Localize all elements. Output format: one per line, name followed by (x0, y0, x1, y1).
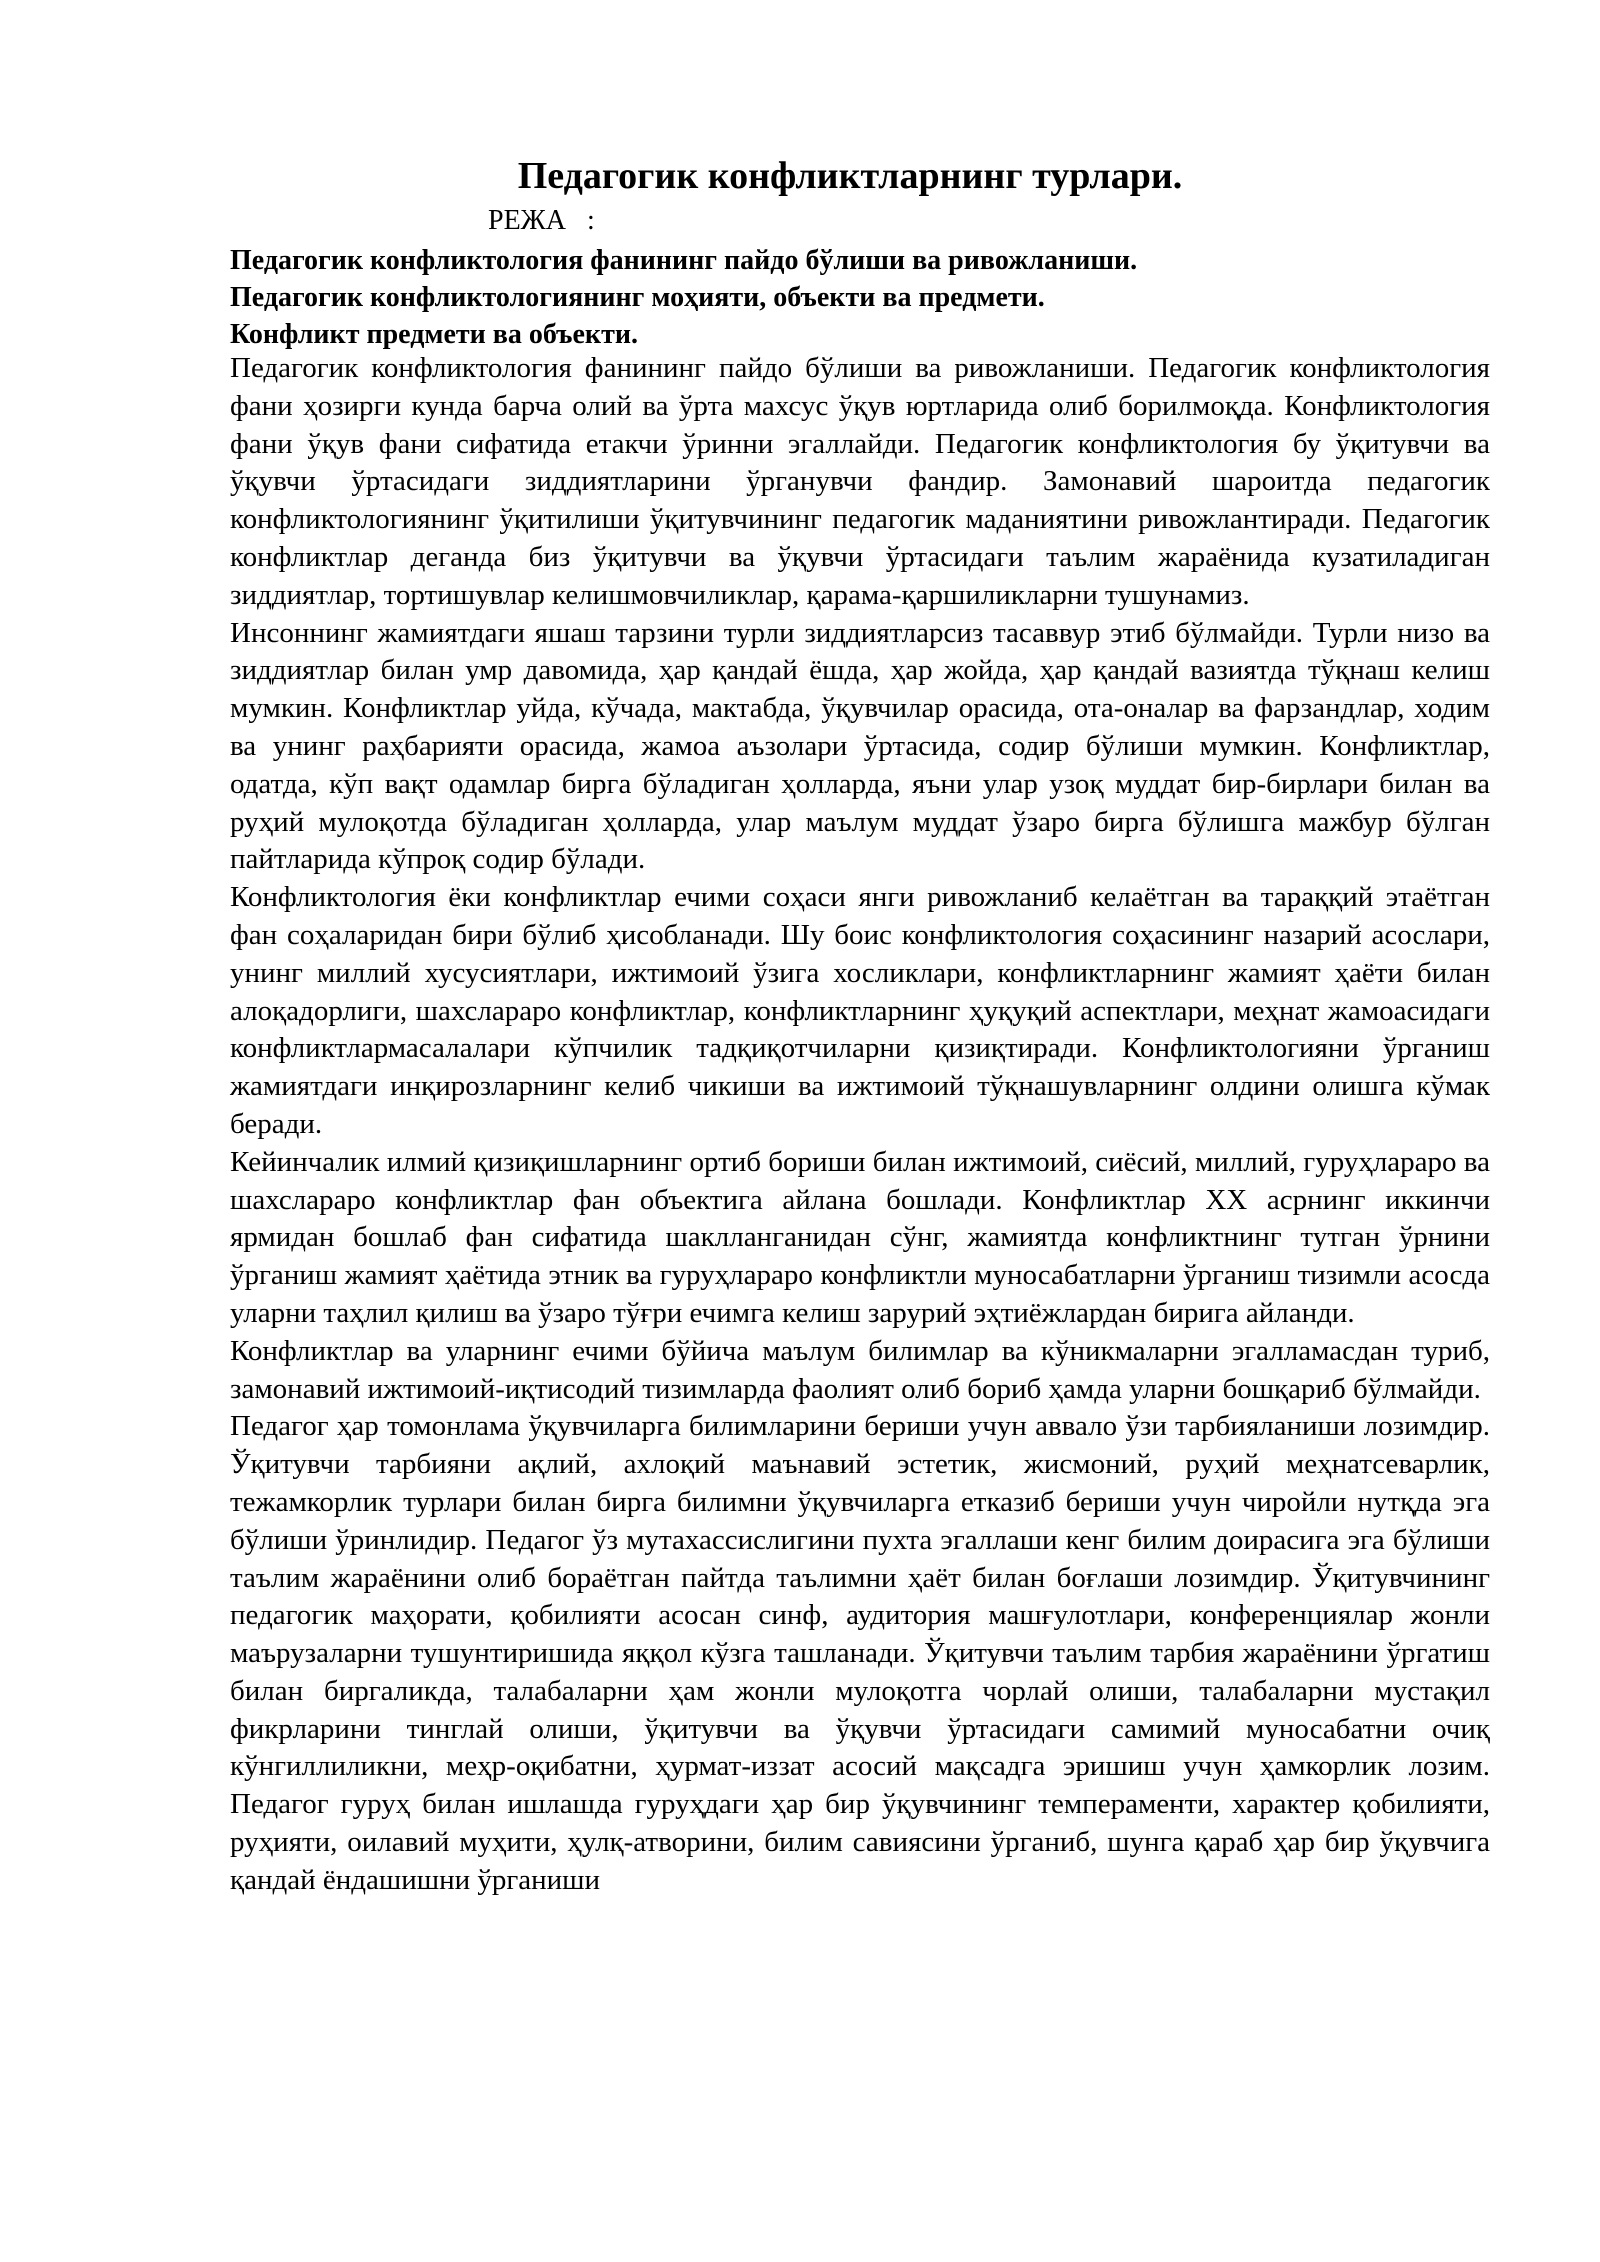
body-text (230, 350, 1490, 1900)
plan-list (230, 242, 1470, 353)
plan-item: Конфликт предмети ва объекти. (230, 319, 638, 350)
paragraph: Конфликтология ёки конфликтлар ечими соҳаси янги ривожланиб келаётган ва тараққий этаётган фан соҳаларидан бири бўлиб ҳисобланади. Шу боис конфликтология соҳасининг назарий асослари, унинг миллий хусусиятлари, ижтимоий ўзига хосликлари, конфликтларнинг жамият ҳаёти билан алоқадорлиги, шахслараро конфликтлар, конфликтларнинг ҳуқуқий аспектлари, меҳнат жамоасидаги конфликтлармасалалари кўпчилик тадқиқотчиларни қизиқтиради. Конфликтологияни ўрганиш жамиятдаги инқирозларнинг келиб чикиши ва ижтимоий тўқнашувларнинг олдини олишга кўмак беради. (230, 881, 1490, 1140)
paragraph: Конфликтлар ва уларнинг ечими бўйича маълум билимлар ва кўникмаларни эгалламасдан туриб, замонавий ижтимоий-иқтисодий тизимларда фаолият олиб бориб ҳамда уларни бошқариб бўлмайди. (230, 1334, 1490, 1405)
paragraph: Педагог ҳар томонлама ўқувчиларга билимларини бериши учун аввало ўзи тарбияланиши лозимдир. Ўқитувчи тарбияни ақлий, ахлоқий маънавий эстетик, жисмоний, руҳий меҳнатсеварлик, тежамкорлик турлари билан бирга билимни ўқувчиларга етказиб бериши учун чиройли нутқда эга бўлиши ўринлидир. Педагог ўз мутахассислигини пухта эгаллаши кенг билим доирасига эга бўлиши таълим жараёнини олиб бораётган пайтда таълимни ҳаёт билан боғлаши лозимдир. Ўқитувчининг педагогик маҳорати, қобилияти асосан синф, аудитория машғулотлари, конференциялар жонли маърузаларни тушунтиришида яққол кўзга ташланади. Ўқитувчи таълим тарбия жараёнини ўргатиш билан биргаликда, талабаларни ҳам жонли мулоқотга чорлай олиши, талабаларни мустақил фикрларини тинглай олиши, ўқитувчи ва ўқувчи ўртасидаги самимий муносабатни очиқ кўнгиллиликни, меҳр-оқибатни, ҳурмат-иззат асосий мақсадга эришиш учун ҳамкорлик лозим. Педагог гуруҳ билан ишлашда гуруҳдаги ҳар бир ўқувчининг темпераменти, характер қобилияти, руҳияти, оилавий муҳити, ҳулқ-атворини, билим савиясини ўрганиб, шунга қараб ҳар бир ўқувчига қандай ёндашишни ўрганиши (230, 1410, 1490, 1896)
plan-item: Педагогик конфликтологиянинг моҳияти, объекти ва предмети. (230, 282, 1045, 313)
plan-item: Педагогик конфликтология фанининг пайдо бўлиши ва ривожланиши. (230, 245, 1138, 276)
plan-label: РЕЖА : (488, 205, 595, 236)
document-title: Педагогик конфликтларнинг турлари. (517, 155, 1183, 197)
paragraph: Педагогик конфликтология фанининг пайдо бўлиши ва ривожланиши. Педагогик конфликтология фани ҳозирги кунда барча олий ва ўрта махсус ўқув юртларида олиб борилмоқда. Конфликтология фани ўқув фани сифатида етакчи ўринни эгаллайди. Педагогик конфликтология бу ўқитувчи ва ўқувчи ўртасидаги зиддиятларини ўрганувчи фандир. Замонавий шароитда педагогик конфликтологиянинг ўқитилиши ўқитувчининг педагогик маданиятини ривожлантиради. Педагогик конфликтлар деганда биз ўқитувчи ва ўқувчи ўртасидаги таълим жараёнида кузатиладиган зиддиятлар, тортишувлар келишмовчиликлар, қарама-қаршиликларни тушунамиз. (230, 352, 1490, 611)
paragraph: Инсоннинг жамиятдаги яшаш тарзини турли зиддиятларсиз тасаввур этиб бўлмайди. Турли низо ва зиддиятлар билан умр давомида, ҳар қандай ёшда, ҳар жойда, ҳар қандай вазиятда тўқнаш келиш мумкин. Конфликтлар уйда, кўчада, мактабда, ўқувчилар орасида, ота-оналар ва фарзандлар, ходим ва унинг раҳбарияти орасида, жамоа аъзолари ўртасида, содир бўлиши мумкин. Конфликтлар, одатда, кўп вақт одамлар бирга бўладиган ҳолларда, яъни улар узоқ муддат бир-бирлари билан ва руҳий мулоқотда бўладиган ҳолларда, улар маълум муддат ўзаро бирга бўлишга мажбур бўлган пайтларида кўпроқ содир бўлади. (230, 616, 1490, 876)
paragraph: Кейинчалик илмий қизиқишларнинг ортиб бориши билан ижтимоий, сиёсий, миллий, гуруҳлараро ва шахслараро конфликтлар фан объектига айлана бошлади. Конфликтлар XX асрнинг иккинчи ярмидан бошлаб фан сифатида шаклланганидан сўнг, жамиятда конфликтнинг тутган ўрнини ўрганиш жамият ҳаётида этник ва гуруҳлараро конфликтли муносабатларни ўрганиш тизимли асосда уларни таҳлил қилиш ва ўзаро тўғри ечимга келиш зарурий эҳтиёжлардан бирига айланди. (230, 1145, 1490, 1329)
